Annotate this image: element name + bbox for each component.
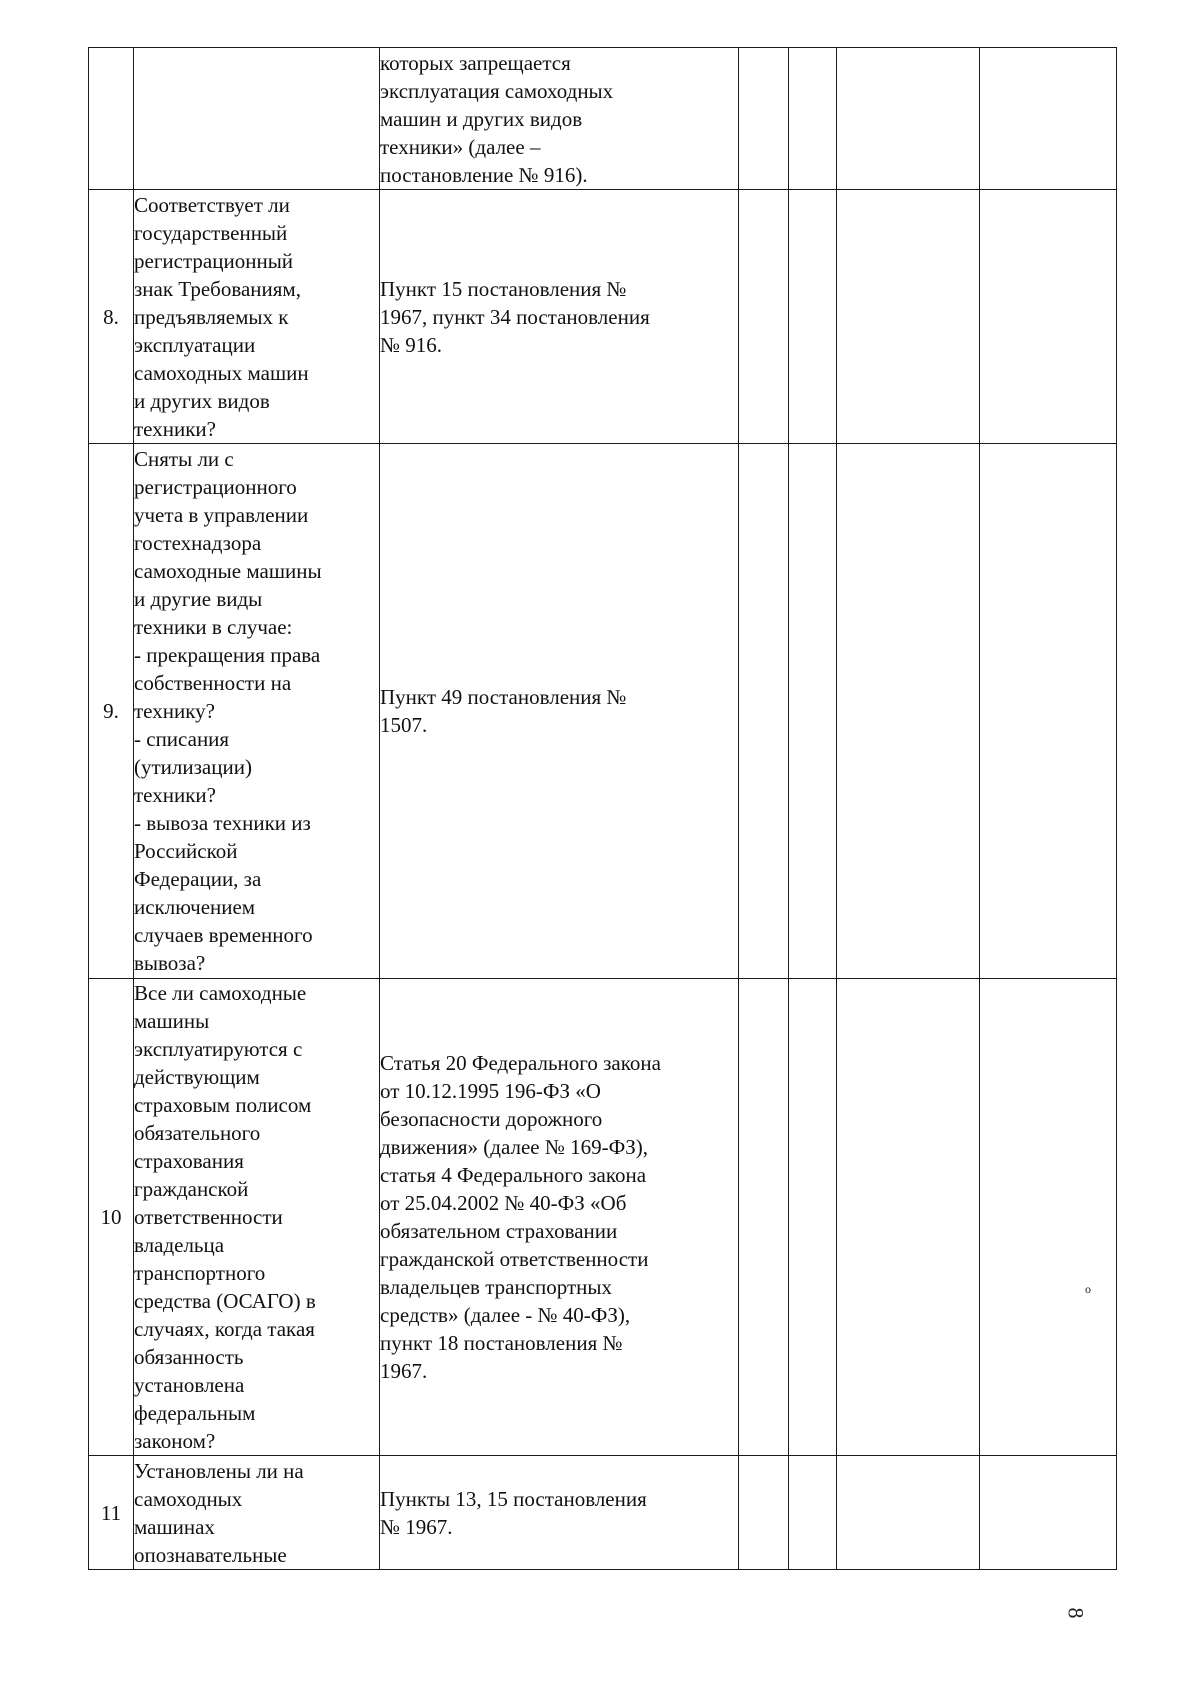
question-cell [134,444,380,979]
reference-cell [380,1456,739,1570]
answer-yes-cell [739,444,789,979]
not-applicable-cell [837,190,980,444]
row-number: 11 [89,1456,134,1570]
table-row [89,979,1117,1456]
question-cell [134,190,380,444]
reference-text: Пункт 15 постановления № 1967, пункт 34 постановления № 916. [380,276,650,357]
answer-no-cell [789,48,837,190]
table-row [89,48,1117,190]
answer-yes-cell [739,979,789,1456]
question-cell [134,1456,380,1570]
question-text: Соответствует ли государственный регистрационный знак Требованиям, предъявляемых к эксплуатации самоходных машин и других видов техники? [134,192,309,441]
answer-yes-cell [739,48,789,190]
row-number: 8. [89,190,134,444]
answer-yes-cell [739,190,789,444]
reference-cell [380,48,739,190]
table-row [89,444,1117,979]
reference-cell [380,979,739,1456]
note-cell [980,190,1117,444]
margin-mark: о [1085,1282,1091,1296]
page-number: 8 [1063,1607,1089,1619]
question-cell [134,48,380,190]
not-applicable-cell [837,444,980,979]
question-text: Все ли самоходные машины эксплуатируются с действующим страховым полисом обязательного страхования гражданской ответственности владельца транспортного средства (ОСАГО) в случаях, когда такая обязанность установлена федеральным законом? [134,981,316,1453]
reference-cell [380,190,739,444]
reference-cell [380,444,739,979]
answer-no-cell [789,190,837,444]
answer-no-cell [789,1456,837,1570]
answer-no-cell [789,444,837,979]
note-cell [980,1456,1117,1570]
question-text: Сняты ли с регистрационного учета в управлении гостехнадзора самоходные машины и другие виды техники в случае: - прекращения права собственности на технику? - списания (утилизации) техники? - вывоза техники из Российской Федерации, за исключением случаев временного вывоза? [134,447,322,975]
answer-yes-cell [739,1456,789,1570]
table-row [89,1456,1117,1570]
note-cell [980,444,1117,979]
note-cell [980,979,1117,1456]
reference-text: Пункт 49 постановления № 1507. [380,685,627,737]
note-cell [980,48,1117,190]
question-text: Установлены ли на самоходных машинах опознавательные [134,1458,304,1567]
row-number [89,48,134,190]
checklist-table [88,47,1117,1570]
row-number: 9. [89,444,134,979]
not-applicable-cell [837,48,980,190]
answer-no-cell [789,979,837,1456]
table-row [89,190,1117,444]
question-cell [134,979,380,1456]
row-number: 10 [89,979,134,1456]
not-applicable-cell [837,979,980,1456]
reference-text: Статья 20 Федерального закона от 10.12.1995 196-ФЗ «О безопасности дорожного движения» (далее № 169-ФЗ), статья 4 Федерального закона от 25.04.2002 № 40-ФЗ «Об обязательном страховании гражданской ответственности владельцев транспортных средств» (далее - № 40-ФЗ), пункт 18 постановления № 1967. [380,1051,661,1383]
reference-text: которых запрещается эксплуатация самоходных машин и других видов техники» (далее – постановление № 916). [380,50,614,187]
not-applicable-cell [837,1456,980,1570]
reference-text: Пункты 13, 15 постановления № 1967. [380,1486,647,1539]
